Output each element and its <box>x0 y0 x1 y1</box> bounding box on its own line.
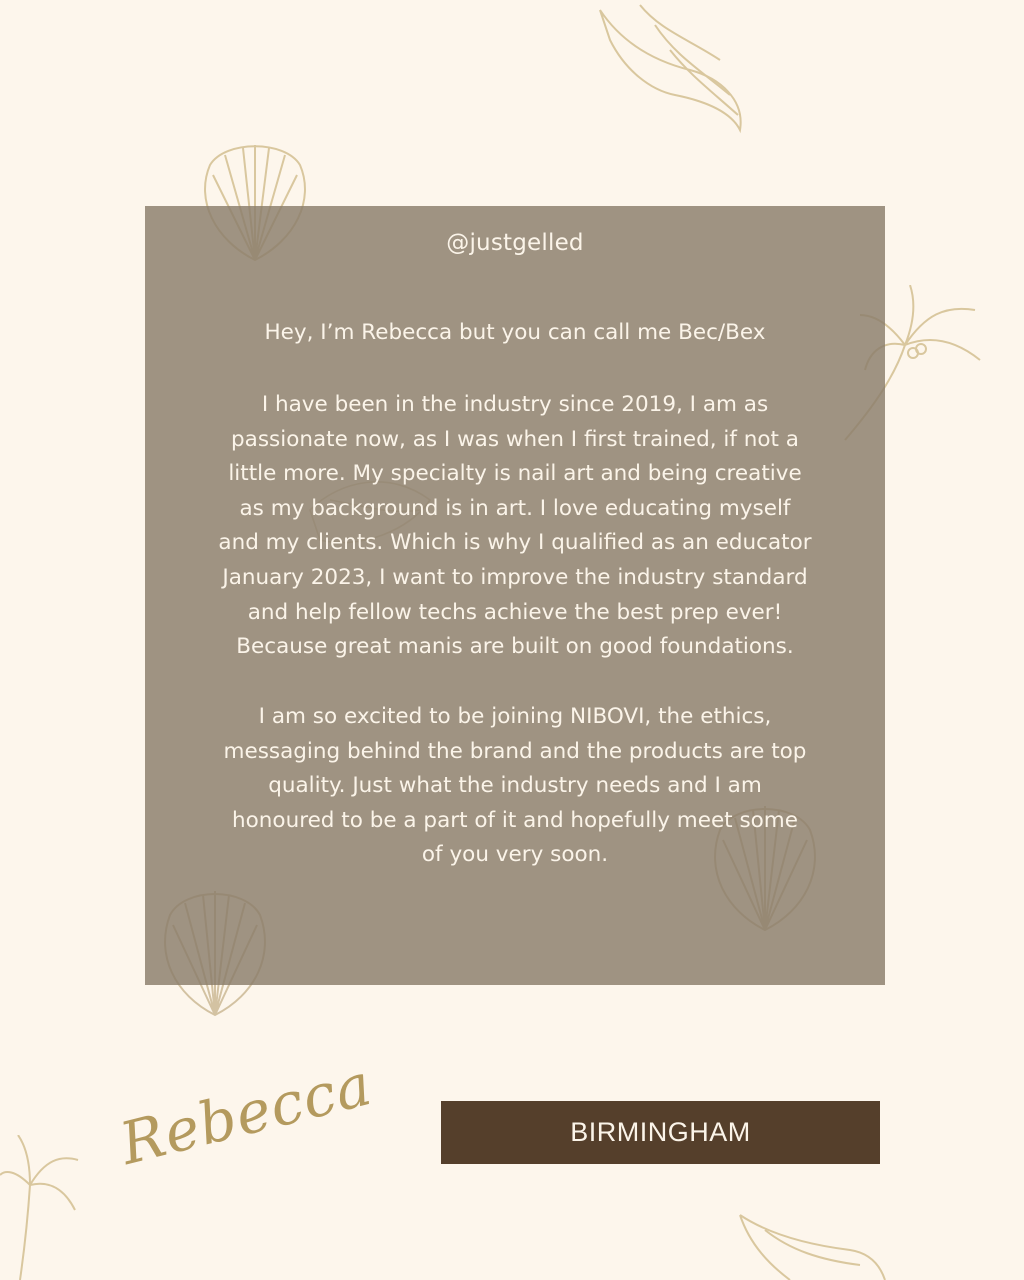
greeting: Hey, I’m Rebecca but you can call me Bec/Bex <box>264 320 766 345</box>
profile-card <box>145 206 885 985</box>
instagram-handle: @justgelled <box>446 230 584 256</box>
conch-shell-icon <box>580 0 760 145</box>
bio-paragraph <box>159 388 871 665</box>
palm-tree-icon <box>0 1135 80 1280</box>
signature: Rebecca <box>113 1050 379 1178</box>
conch-shell-icon <box>730 1205 890 1280</box>
bio-line: passionate now, as I was when I first trained, if not a <box>231 426 799 452</box>
bio-line: little more. My specialty is nail art and being creative <box>228 461 802 487</box>
closing-line: honoured to be a part of it and hopefully meet some <box>232 807 798 833</box>
closing-line: messaging behind the brand and the products are top <box>223 738 807 764</box>
location-bar: BIRMINGHAM <box>441 1101 880 1164</box>
bio-line: I have been in the industry since 2019, I am as <box>261 392 769 417</box>
bio-line: January 2023, I want to improve the industry standard <box>222 564 808 590</box>
bio-line: Because great manis are built on good foundations. <box>236 634 794 660</box>
bio-line: and my clients. Which is why I qualified as an educator <box>218 530 812 556</box>
bio-line: as my background is in art. I love educating myself <box>239 495 791 521</box>
bio-line: and help fellow techs achieve the best prep ever! <box>247 599 783 625</box>
closing-paragraph <box>159 700 871 873</box>
closing-line: quality. Just what the industry needs and I am <box>268 773 762 799</box>
closing-line: I am so excited to be joining NIBOVI, the ethics, <box>258 704 772 729</box>
closing-line: of you very soon. <box>421 842 609 868</box>
